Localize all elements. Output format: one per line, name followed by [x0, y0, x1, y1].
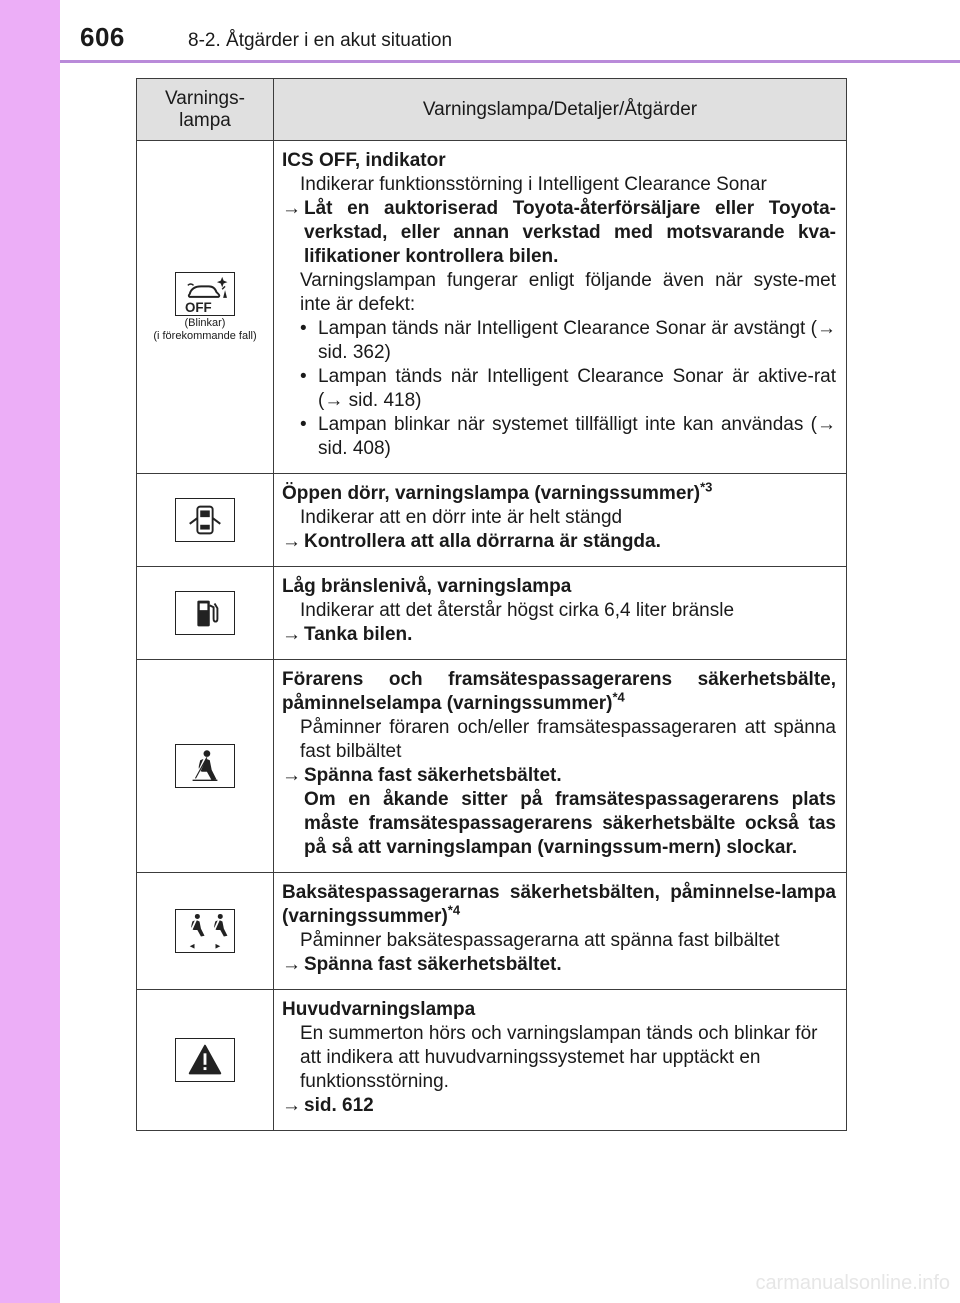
arrow-icon: → — [282, 954, 301, 975]
table-row — [137, 141, 847, 474]
icon-cell — [137, 873, 274, 990]
list-item: • Lampan tänds när Intelligent Clearance Sonar är avstängt (→ sid. 362) — [300, 318, 836, 363]
arrow-icon: → — [282, 531, 301, 552]
header-divider — [60, 60, 960, 63]
column-header-lamp: Varnings- lampa — [137, 79, 274, 141]
row-action: → Låt en auktoriserad Toyota-återförsäljare eller Toyota-verkstad, eller annan verkstad med motsvarande kva-lifikationer kontrollera bilen. — [282, 198, 836, 267]
seatbelt-icon — [175, 744, 235, 788]
row-description: Indikerar att det återstår högst cirka 6,4 liter bränsle — [300, 600, 735, 621]
row-title: Öppen dörr, varningslampa (varningssummer)$^{*3}$ — [282, 479, 713, 504]
arrow-icon: → — [282, 624, 301, 645]
icon-cell — [137, 567, 274, 660]
icon-note: (Blinkar) (i förekommande fall) — [153, 316, 257, 342]
row-action: → Tanka bilen. — [282, 624, 413, 645]
icon-cell — [137, 660, 274, 873]
arrow-icon: → — [817, 318, 836, 339]
watermark: carmanualsonline.info — [755, 1272, 950, 1294]
row-title: Förarens och framsätespassagerarens säkerhetsbälte, påminnelselampa (varningssummer)$^{*4}$ — [282, 669, 836, 714]
row-title: Låg bränslenivå, varningslampa — [282, 576, 572, 597]
table-row — [137, 474, 847, 567]
row-description: Påminner baksätespassagerarna att spänna fast bilbältet — [300, 930, 780, 951]
arrow-icon: → — [282, 1095, 301, 1116]
row-action: → Kontrollera att alla dörrarna är stängda. — [282, 531, 661, 552]
text-cell — [274, 990, 847, 1131]
row-description: En summerton hörs och varningslampan tänds och blinkar för att indikera att huvudvarningssystemet har upptäckt en funktionsstörning. — [300, 1023, 818, 1092]
row-action: → sid. 612 — [282, 1095, 374, 1116]
table-row — [137, 873, 847, 990]
ics-off-icon — [175, 272, 235, 316]
door-open-icon — [175, 498, 235, 542]
table-row — [137, 660, 847, 873]
text-cell — [274, 873, 847, 990]
row-description: Indikerar att en dörr inte är helt stängd — [300, 507, 623, 528]
row-title: Baksätespassagerarnas säkerhetsbälten, påminnelse-lampa (varningssummer)$^{*4}$ — [282, 882, 836, 927]
arrow-icon: → — [282, 198, 301, 219]
arrow-icon: → — [817, 414, 836, 435]
table-header-row — [137, 79, 847, 141]
row-description: Indikerar funktionsstörning i Intelligent Clearance Sonar — [300, 174, 767, 195]
row-action: → Spänna fast säkerhetsbältet. — [282, 765, 562, 786]
column-header-details: Varningslampa/Detaljer/Åtgärder — [274, 79, 847, 141]
warning-light-table — [136, 78, 847, 1131]
row-title: ICS OFF, indikator — [282, 150, 446, 171]
row-title: Huvudvarningslampa — [282, 999, 476, 1020]
bullet-icon: • — [300, 414, 307, 435]
row-action: → Spänna fast säkerhetsbältet. — [282, 954, 562, 975]
bullet-icon: • — [300, 318, 307, 339]
icon-cell — [137, 474, 274, 567]
text-cell — [274, 567, 847, 660]
table-row — [137, 567, 847, 660]
svg-text:OFF: OFF — [184, 299, 212, 315]
text-cell — [274, 660, 847, 873]
text-cell — [274, 141, 847, 474]
arrow-icon: → — [324, 390, 344, 411]
page-number: 606 — [80, 22, 125, 52]
chapter-title: 8-2. Åtgärder i en akut situation — [188, 30, 453, 51]
rear-seatbelt-icon — [175, 909, 235, 953]
row-extra: Varningslampan fungerar enligt följande även när syste-met inte är defekt: — [300, 270, 836, 315]
side-color-band — [0, 0, 60, 1303]
list-item: • Lampan tänds när Intelligent Clearance Sonar är aktive-rat (→ sid. 418) — [300, 366, 836, 411]
master-warning-icon — [175, 1038, 235, 1082]
table-row — [137, 990, 847, 1131]
text-cell — [274, 474, 847, 567]
icon-cell — [137, 990, 274, 1131]
row-action-continued: Om en åkande sitter på framsätespassagerarens plats måste framsätespassagerarens säkerhetsbälte också tas på så att varningslampan (varningssum-mern) slockar. — [304, 789, 836, 858]
row-description: Påminner föraren och/eller framsätespassageraren att spänna fast bilbältet — [300, 717, 836, 762]
icon-cell — [137, 141, 274, 474]
arrow-icon: → — [282, 765, 301, 786]
bullet-icon: • — [300, 366, 307, 387]
list-item: • Lampan blinkar när systemet tillfälligt inte kan användas (→ sid. 408) — [300, 414, 836, 459]
fuel-pump-icon — [175, 591, 235, 635]
